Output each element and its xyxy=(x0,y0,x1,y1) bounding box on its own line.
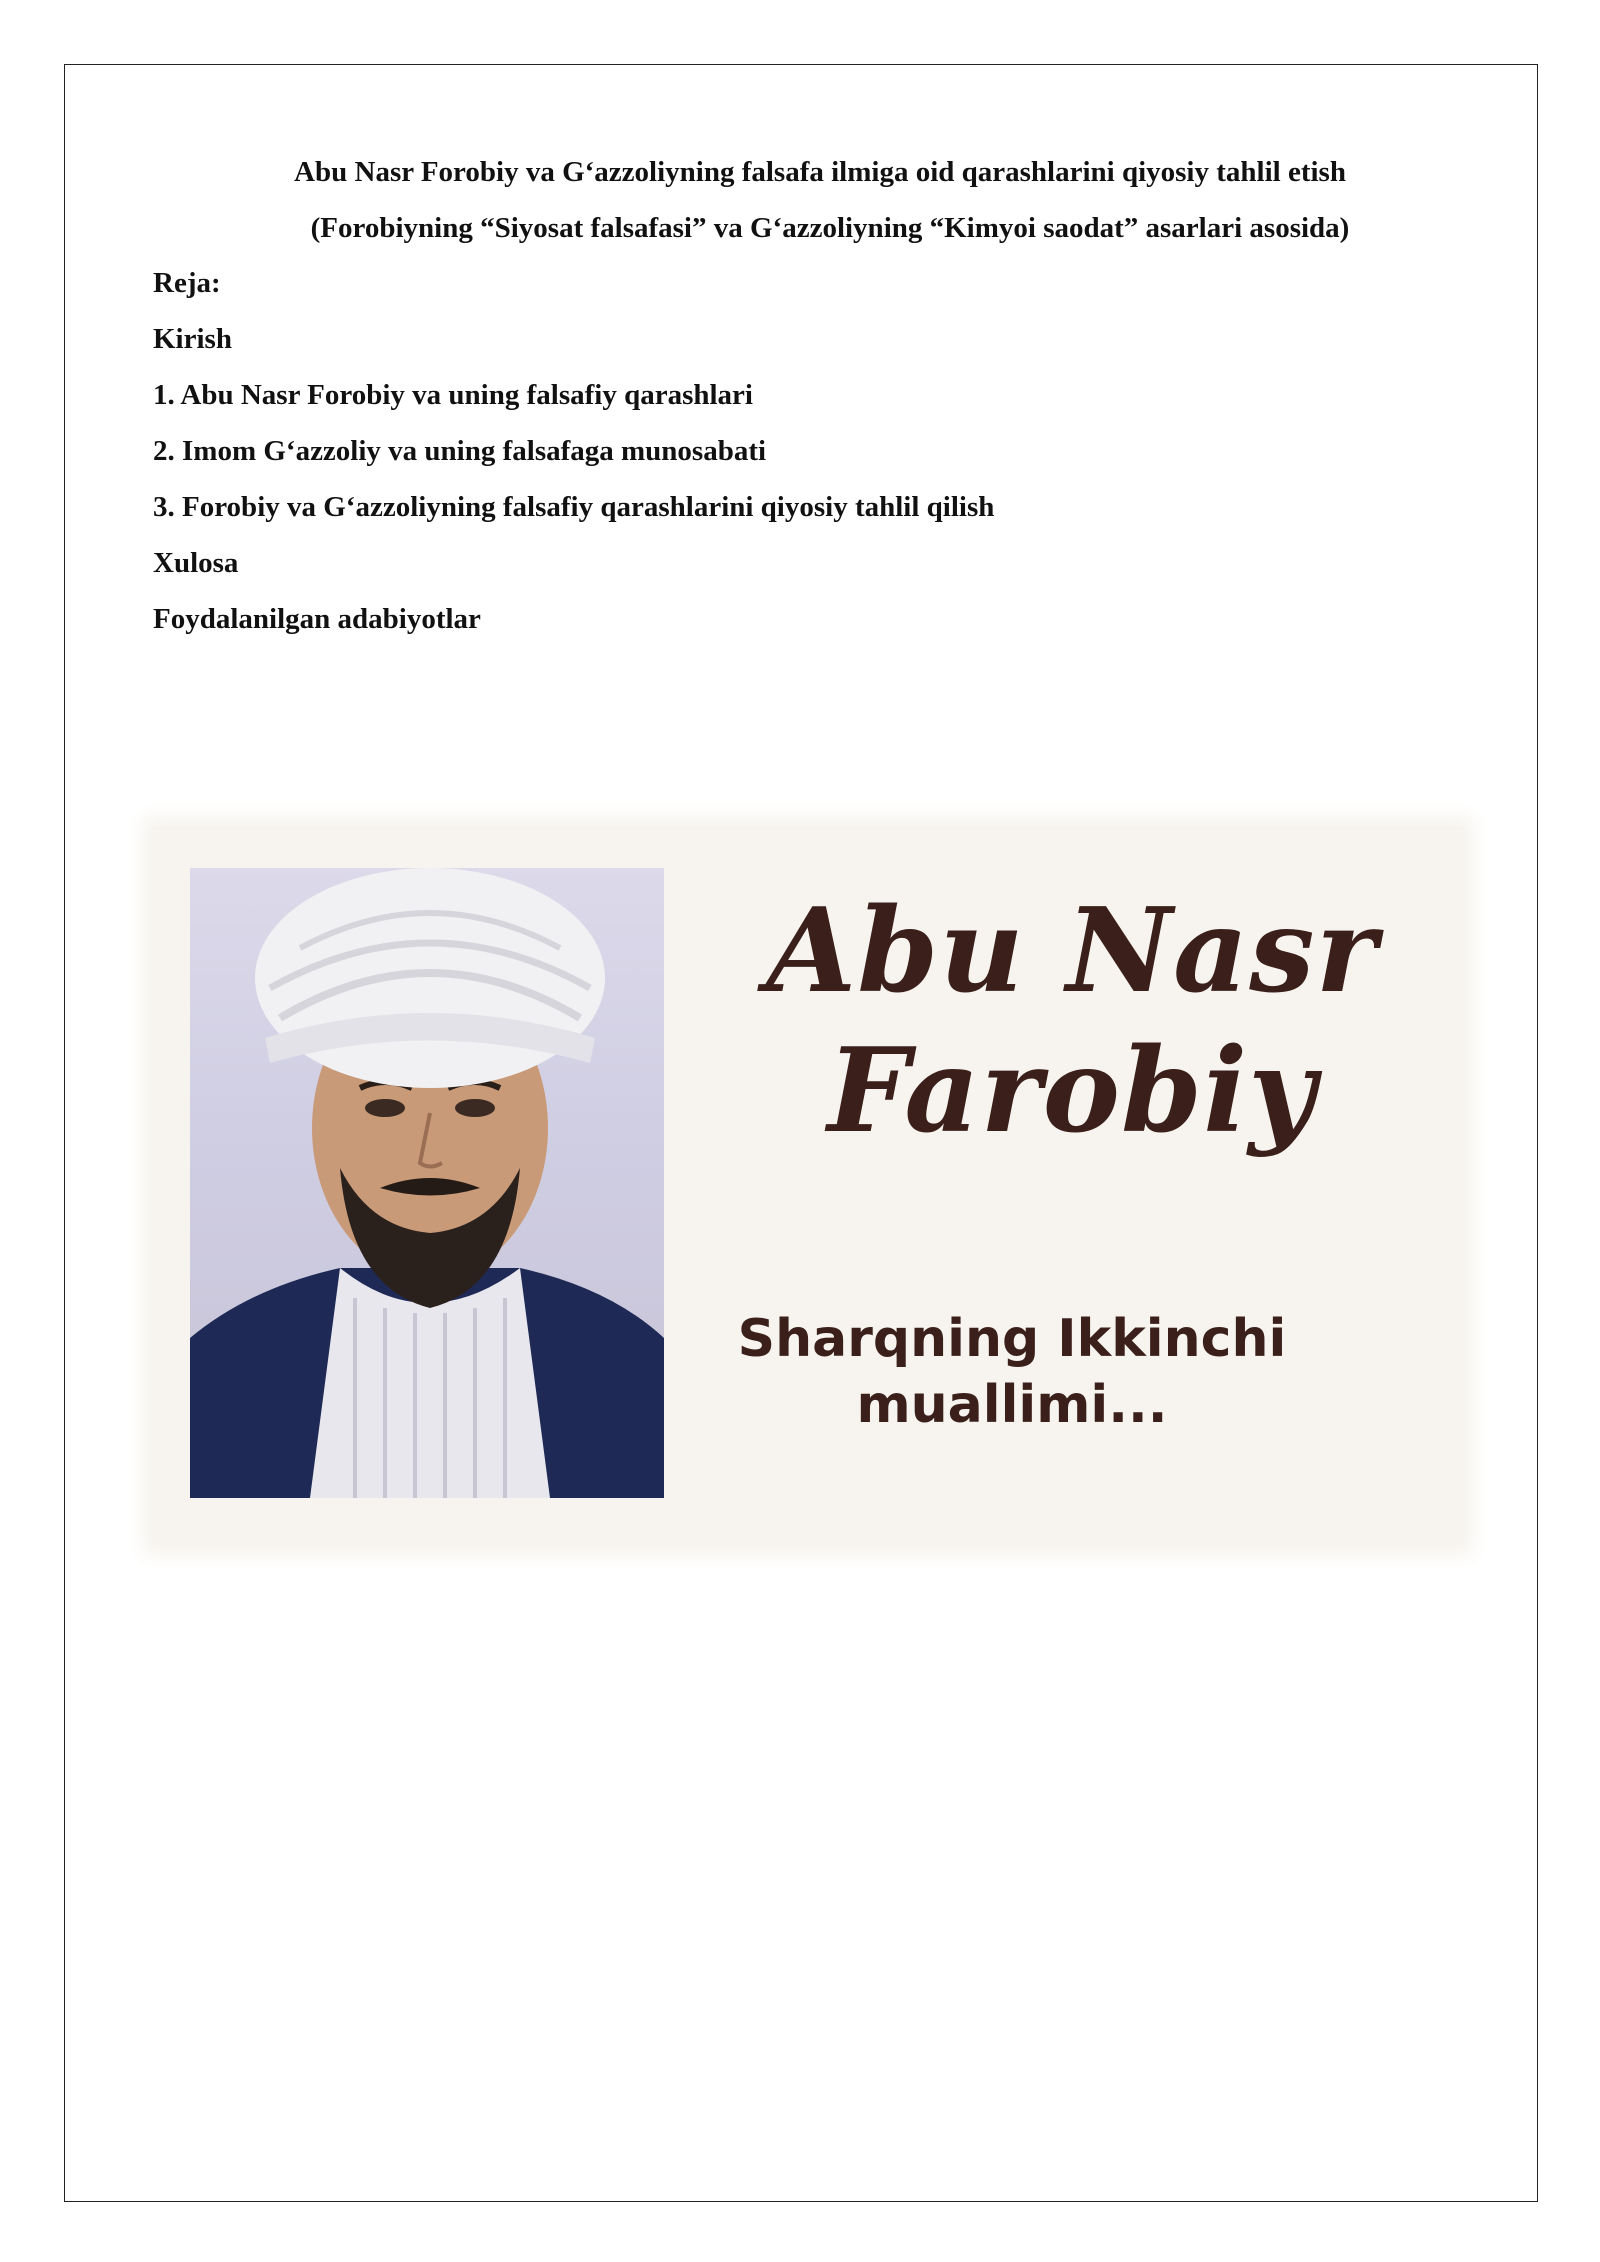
plan-section xyxy=(153,265,994,657)
banner-name xyxy=(692,881,1452,1161)
plan-item: 3. Forobiy va G‘azzoliyning falsafiy qarashlarini qiyosiy tahlil qilish xyxy=(153,491,995,523)
plan-heading: Reja: xyxy=(153,267,221,299)
portrait-illustration-icon xyxy=(190,868,664,1498)
plan-item: 2. Imom G‘azzoliy va uning falsafaga munosabati xyxy=(153,435,767,467)
plan-item: Foydalanilgan adabiyotlar xyxy=(153,603,481,635)
portrait-image xyxy=(190,868,664,1498)
plan-item: Kirish xyxy=(153,323,232,355)
banner-subtitle-line: Sharqning Ikkinchi xyxy=(737,1309,1287,1369)
banner-name-line: Abu Nasr xyxy=(766,883,1378,1019)
document-subtitle: (Forobiyning “Siyosat falsafasi” va G‘azzoliyning “Kimyoi saodat” asarlari asosida) xyxy=(310,212,1350,244)
document-title: Abu Nasr Forobiy va G‘azzoliyning falsafa ilmiga oid qarashlarini qiyosiy tahlil etish xyxy=(294,156,1346,188)
plan-item: Xulosa xyxy=(153,547,239,579)
portrait-banner xyxy=(152,826,1464,1546)
banner-name-line: Farobiy xyxy=(827,1023,1317,1159)
plan-item: 1. Abu Nasr Forobiy va uning falsafiy qarashlari xyxy=(153,379,753,411)
banner-subtitle xyxy=(692,1306,1332,1438)
banner-subtitle-line: muallimi... xyxy=(856,1375,1168,1435)
